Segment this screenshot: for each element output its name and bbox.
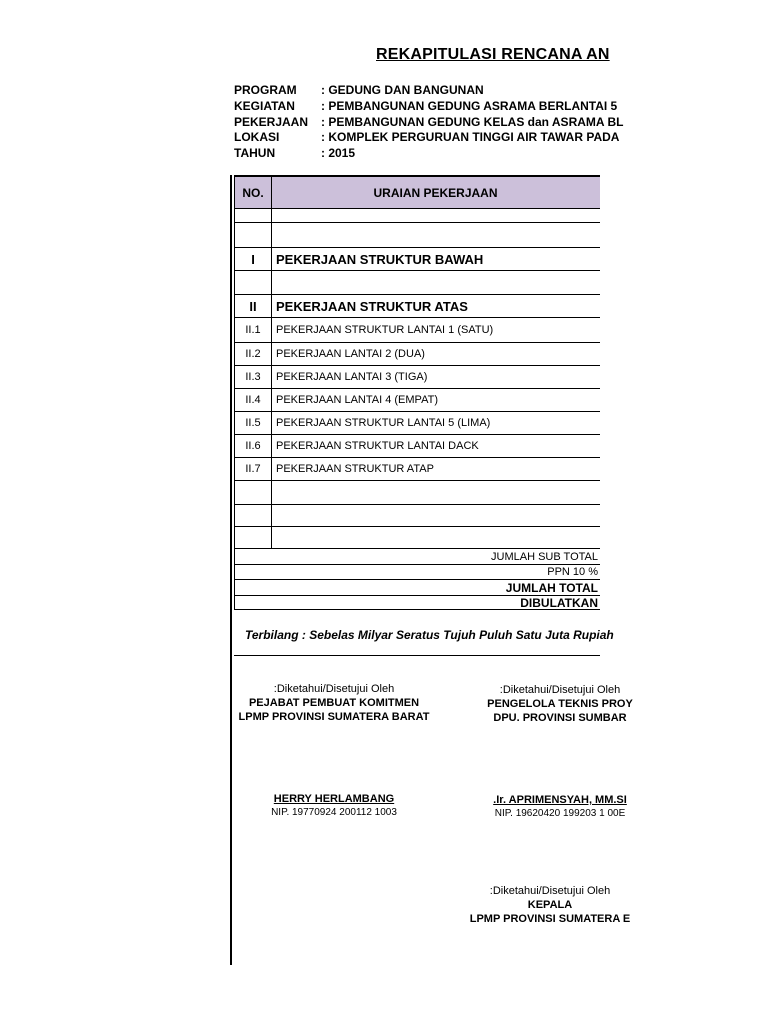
meta-value-kegiatan: : PEMBANGUNAN GEDUNG ASRAMA BERLANTAI 5 bbox=[321, 99, 618, 113]
signature-left bbox=[234, 682, 434, 820]
signer-role: PEJABAT PEMBUAT KOMITMEN bbox=[248, 697, 420, 709]
table-row bbox=[234, 388, 600, 411]
meta-value-tahun: : 2015 bbox=[321, 146, 356, 160]
item-no: II.5 bbox=[234, 412, 272, 434]
rounded-label: DIBULATKAN bbox=[234, 596, 600, 609]
table-row bbox=[234, 342, 600, 365]
table-row bbox=[234, 457, 600, 480]
meta-label-tahun: TAHUN bbox=[234, 146, 276, 160]
terbilang-text: Terbilang : Sebelas Milyar Seratus Tujuh Puluh Satu Juta Rupiah bbox=[245, 628, 614, 642]
signer-name: .Ir. APRIMENSYAH, MM.SI bbox=[493, 794, 627, 806]
item-no: II.1 bbox=[234, 318, 272, 342]
total-row bbox=[234, 579, 600, 595]
table-row-empty bbox=[234, 222, 600, 247]
item-no: II.7 bbox=[234, 458, 272, 480]
item-no: II.6 bbox=[234, 435, 272, 457]
table-left-border bbox=[230, 175, 232, 965]
table-row-section bbox=[234, 247, 600, 270]
subtotal-label: JUMLAH SUB TOTAL bbox=[234, 549, 600, 564]
table-row-empty bbox=[234, 208, 600, 222]
section-uraian: PEKERJAAN STRUKTUR BAWAH bbox=[276, 251, 484, 267]
signer-nip: NIP. 19770924 200112 1003 bbox=[271, 807, 397, 818]
table-row-section bbox=[234, 294, 600, 317]
approval-text: :Diketahui/Disetujui Oleh bbox=[499, 684, 621, 696]
item-uraian: PEKERJAAN STRUKTUR LANTAI 5 (LIMA) bbox=[276, 417, 491, 429]
table-row bbox=[234, 434, 600, 457]
item-no: II.3 bbox=[234, 366, 272, 388]
item-uraian: PEKERJAAN STRUKTUR LANTAI DACK bbox=[276, 440, 479, 452]
approval-text: :Diketahui/Disetujui Oleh bbox=[489, 885, 611, 897]
approval-text: :Diketahui/Disetujui Oleh bbox=[273, 683, 395, 695]
signature-right bbox=[460, 683, 660, 821]
section-no: I bbox=[234, 248, 272, 270]
signer-org: LPMP PROVINSI SUMATERA BARAT bbox=[238, 711, 430, 723]
meta-label-pekerjaan: PEKERJAAN bbox=[234, 115, 309, 129]
header-no: NO. bbox=[234, 177, 272, 208]
meta-value-lokasi: : KOMPLEK PERGURUAN TINGGI AIR TAWAR PADA bbox=[321, 130, 620, 144]
table-row bbox=[234, 365, 600, 388]
ppn-label: PPN 10 % bbox=[234, 565, 600, 579]
meta-value-program: : GEDUNG DAN BANGUNAN bbox=[321, 83, 484, 97]
section-no: II bbox=[234, 295, 272, 317]
table-row-empty bbox=[234, 270, 600, 294]
item-uraian: PEKERJAAN LANTAI 4 (EMPAT) bbox=[276, 394, 438, 406]
ppn-row bbox=[234, 564, 600, 579]
table-row-empty bbox=[234, 504, 600, 526]
item-uraian: PEKERJAAN STRUKTUR ATAP bbox=[276, 463, 434, 475]
rounded-row bbox=[234, 595, 600, 610]
section-uraian: PEKERJAAN STRUKTUR ATAS bbox=[276, 298, 468, 314]
table-row bbox=[234, 317, 600, 342]
signature-bottom bbox=[445, 884, 655, 926]
total-label: JUMLAH TOTAL bbox=[234, 580, 600, 595]
signer-nip: NIP. 19620420 199203 1 00E bbox=[494, 808, 626, 819]
table-row-empty bbox=[234, 526, 600, 548]
subtotal-row bbox=[234, 548, 600, 564]
table-row-empty bbox=[234, 480, 600, 504]
divider bbox=[234, 655, 600, 656]
meta-label-kegiatan: KEGIATAN bbox=[234, 99, 295, 113]
header-uraian: URAIAN PEKERJAAN bbox=[373, 185, 498, 200]
signer-org: LPMP PROVINSI SUMATERA E bbox=[469, 913, 631, 925]
item-uraian: PEKERJAAN LANTAI 3 (TIGA) bbox=[276, 371, 428, 383]
meta-label-program: PROGRAM bbox=[234, 83, 297, 97]
signer-role: KEPALA bbox=[527, 899, 573, 911]
signer-name: HERRY HERLAMBANG bbox=[273, 793, 395, 805]
table-header-row bbox=[234, 175, 600, 208]
meta-label-lokasi: LOKASI bbox=[234, 130, 280, 144]
signer-role: PENGELOLA TEKNIS PROY bbox=[487, 698, 633, 710]
document-title: REKAPITULASI RENCANA AN bbox=[376, 46, 610, 63]
item-uraian: PEKERJAAN LANTAI 2 (DUA) bbox=[276, 348, 425, 360]
item-no: II.4 bbox=[234, 389, 272, 411]
table-row bbox=[234, 411, 600, 434]
item-no: II.2 bbox=[234, 343, 272, 365]
signer-org: DPU. PROVINSI SUMBAR bbox=[493, 712, 627, 724]
item-uraian: PEKERJAAN STRUKTUR LANTAI 1 (SATU) bbox=[276, 324, 494, 336]
meta-value-pekerjaan: : PEMBANGUNAN GEDUNG KELAS dan ASRAMA BL bbox=[321, 115, 624, 129]
